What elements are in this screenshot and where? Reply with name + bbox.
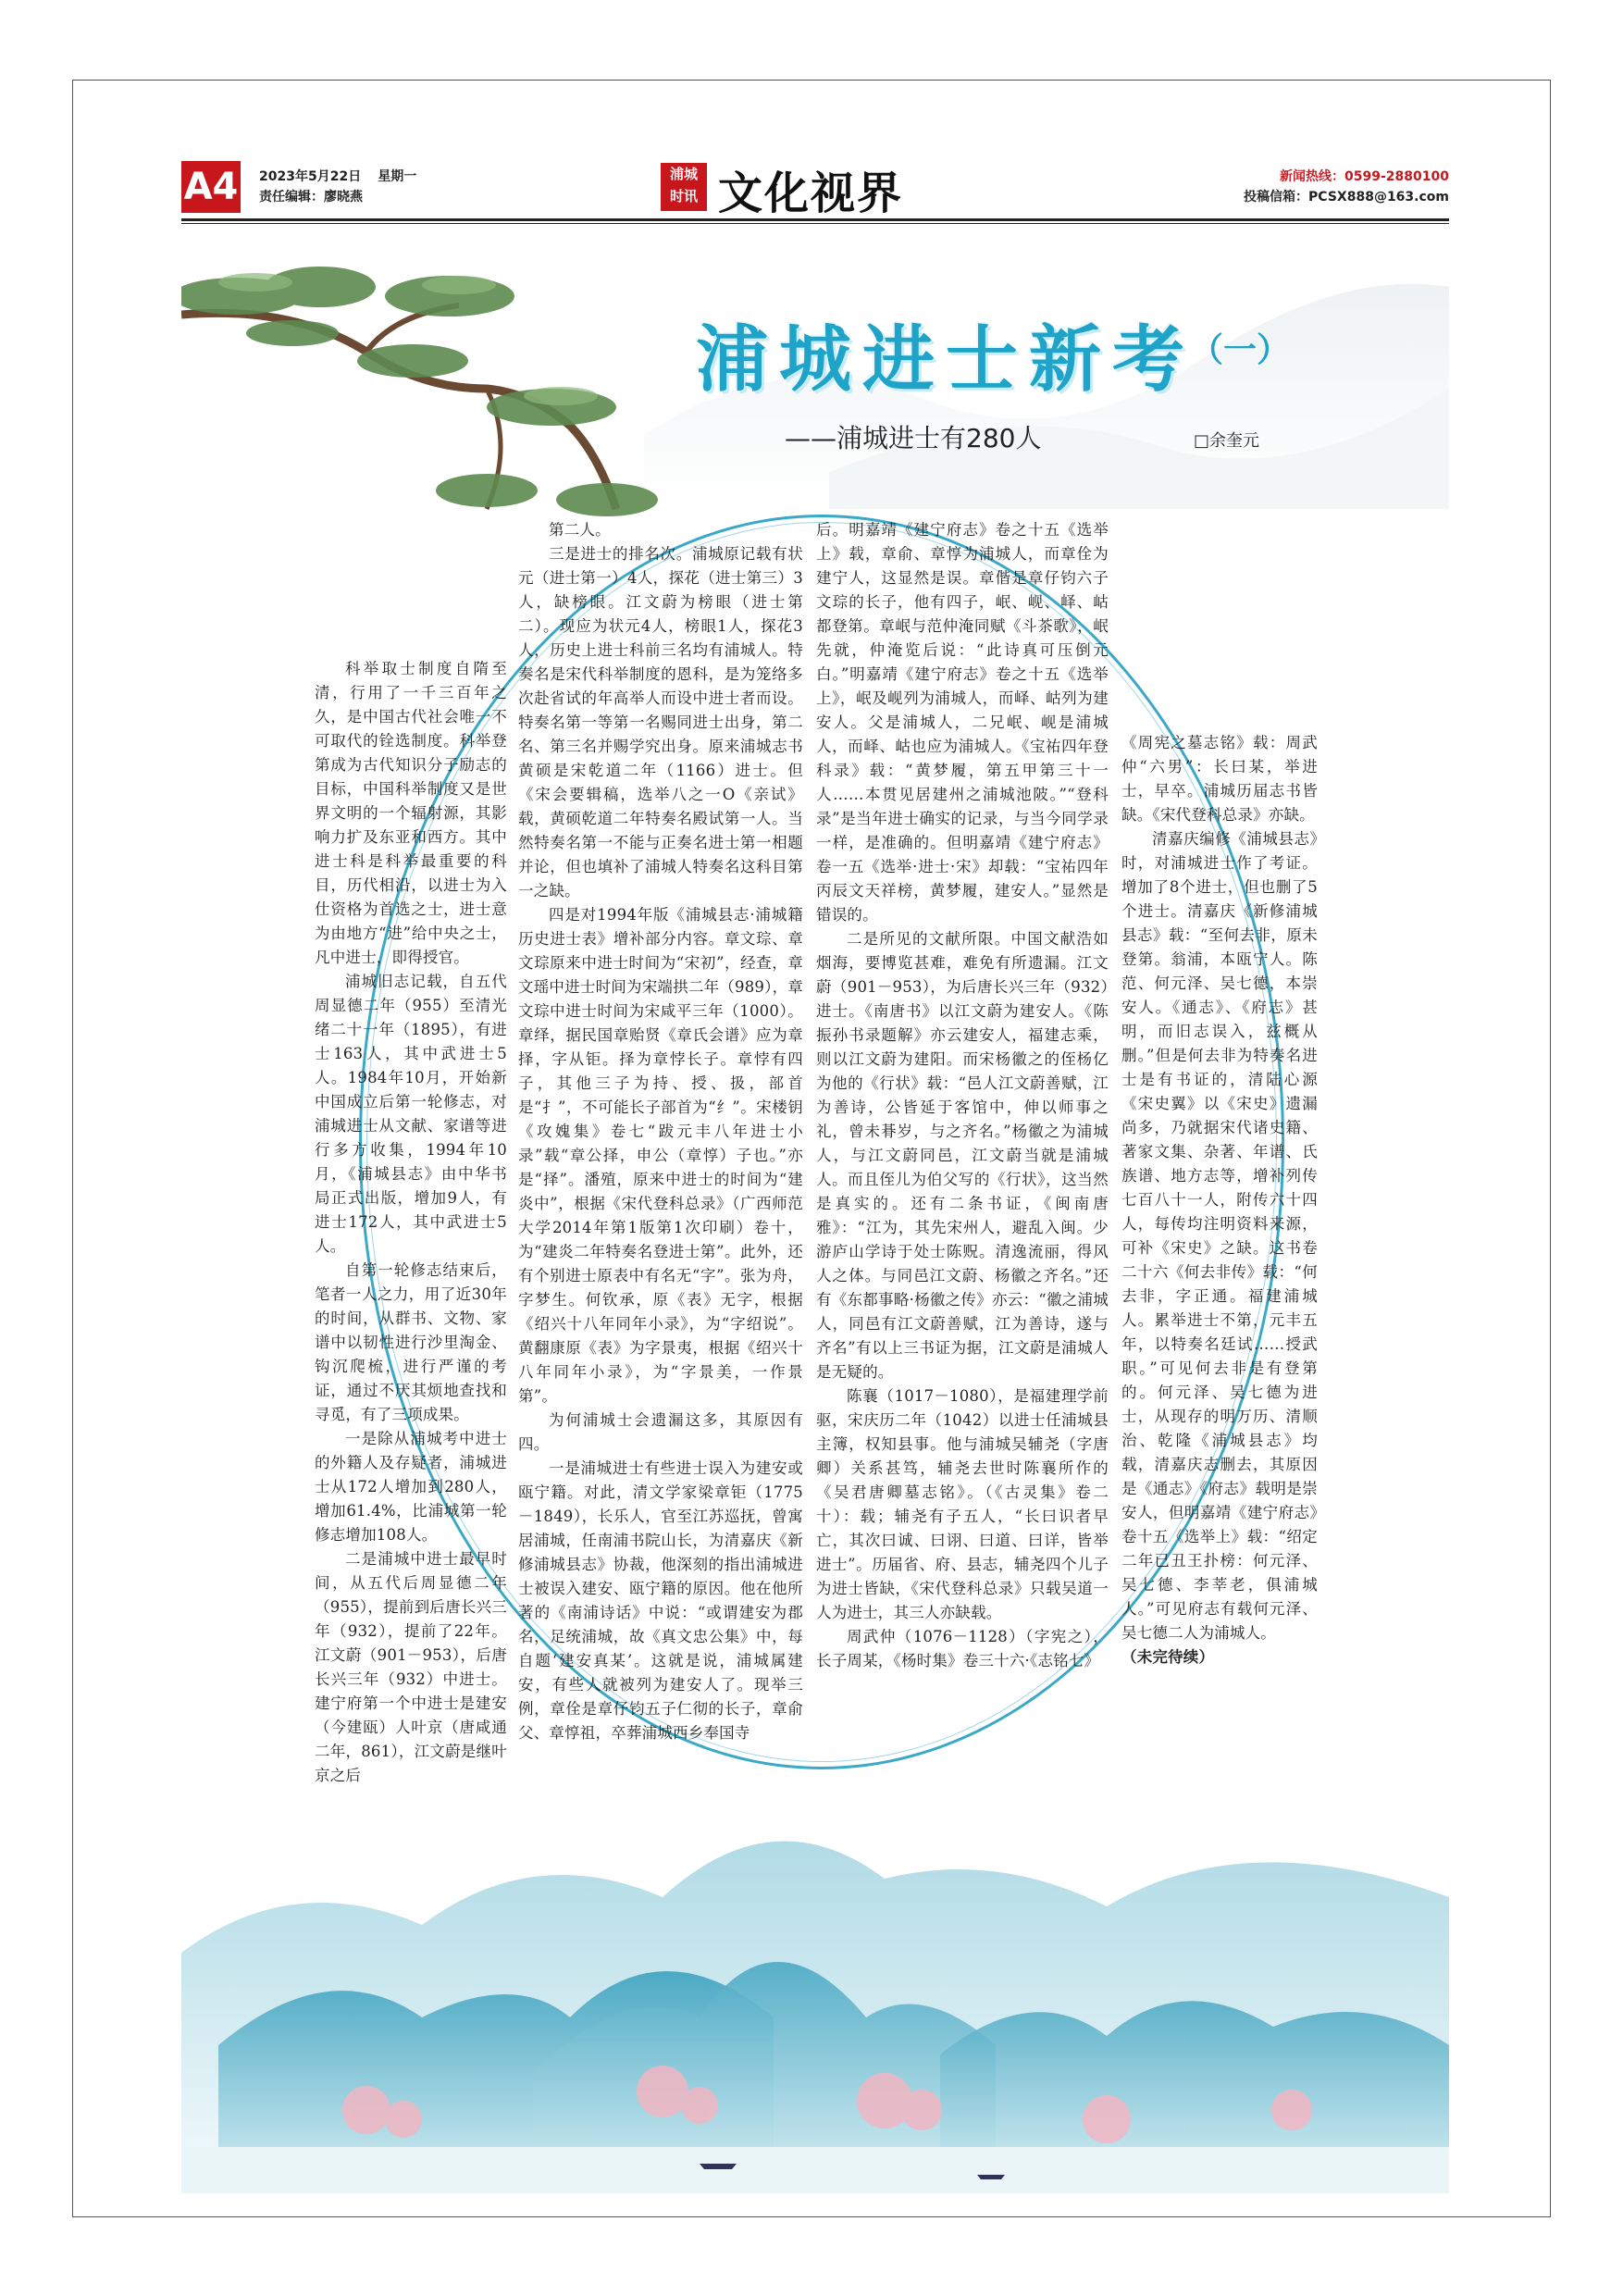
hotline-label: 新闻热线： <box>1280 169 1345 184</box>
issue-meta <box>259 167 433 207</box>
page-number: A4 <box>181 161 241 213</box>
article-author: □余奎元 <box>1194 431 1260 451</box>
paragraph: 二是浦城中进士最早时间，从五代后周显德二年（955），提前到后唐长兴三年（932），提前了22年。江文蔚（901－953），后唐长兴三年（932）中进士。建宁府第一个中进士是建安（今建瓯）人叶京（唐咸通二年，861），江文蔚是继叶京之后 <box>315 1550 507 1784</box>
paragraph: 一是除从浦城考中进士的外籍人及存疑者，浦城进士从172人增加到280人，增加61.4%，比浦城第一轮修志增加108人。 <box>315 1430 507 1544</box>
paragraph: 自第一轮修志结束后，笔者一人之力，用了近30年的时间，从群书、文物、家谱中以韧性进行沙里淘金、钩沉爬梳，进行严谨的考证，通过不厌其烦地查找和寻觅，有了三项成果。 <box>315 1261 507 1423</box>
page-header <box>181 159 1449 217</box>
article-title: 浦城进士新考 <box>696 318 1196 402</box>
hotline: 0599-2880100 <box>1344 169 1449 184</box>
paragraph: 为何浦城士会遗漏这多，其原因有四。 <box>518 1411 803 1453</box>
paragraph: 二是所见的文献所限。中国文献浩如烟海，要博览甚难，难免有所遗漏。江文蔚（901－953），为后唐长兴三年（932）进士。《南唐书》以江文蔚为建安人。《陈振孙书录题解》亦云建安人，福建志乘，则以江文蔚为建阳。而宋杨徽之的侄杨亿为他的《行状》载：“邑人江文蔚善赋，江为善诗，公皆延于客馆中，伸以师事之礼，曾未朞岁，与之齐名。”杨徽之为浦城人，与江文蔚同邑，江文蔚当就是浦城人。而且侄儿为伯父写的《行状》，这当然是真实的。还有二条书证，《闽南唐雅》：“江为，其先宋州人，避乱入闽。少游庐山学诗于处士陈贶。清逸流丽，得风人之体。与同邑江文蔚、杨徽之齐名。”还有《东都事略·杨徽之传》亦云：“徽之浦城人，同邑有江文蔚善赋，江为善诗，遂与齐名”有以上三书证为据，江文蔚是浦城人是无疑的。 <box>816 930 1109 1381</box>
logo-line-2: 时讯 <box>669 188 698 205</box>
paragraph: 三是进士的排名次。浦城原记载有状元（进士第一）4人，探花（进士第三）3人，缺榜眼。江文蔚为榜眼（进士第二）。现应为状元4人，榜眼1人，探花3人，历史上进士科前三名均有浦城人。特奏名是宋代科举制度的恩科，是为笼络多次赴省试的年高举人而设中进士者而设。特奏名第一等第一名赐同进士出身，第二名、第三名并赐学究出身。原来浦城志书黄硕是宋乾道二年（1166）进士。但《宋会要辑稿，选举八之一O《亲试》载，黄硕乾道二年特奏名殿试第一人。当然特奏名第一不能与正奏名进士第一相题并论，但也填补了浦城人特奏名这科目第一之缺。 <box>518 545 803 900</box>
article-title-number: （一） <box>1190 331 1291 369</box>
issue-date: 2023年5月22日 <box>259 169 362 184</box>
paragraph: 一是浦城进士有些进士误入为建安或瓯宁籍。对此，清文学家梁章钜（1775－1849），长乐人，官至江苏巡抚，曾寓居浦城，任南浦书院山长，为清嘉庆《新修浦城县志》协裁，他深刻的指出浦城进士被误入建安、瓯宁籍的原因。他在他所著的《南浦诗话》中说：“或谓建安为郡名，足统浦城，故《真文忠公集》中，每自题‘建安真某’。这就是说，浦城属建安，有些人就被列为建安人了。现举三例，章佺是章仔钧五子仁彻的长子，章俞父、章惇祖，卒葬浦城西乡奉国寺 <box>518 1459 803 1742</box>
article-column-3 <box>816 518 1109 1673</box>
paragraph: 四是对1994年版《浦城县志·浦城籍历史进士表》增补部分内容。章文琮、章文琮原来中进士时间为“宋初”，经查，章文瑶中进士时间为宋端拱二年（989），章文琮中进士时间为宋咸平三年（1000）。章绎，据民国章贻贤《章氏会谱》应为章择，字从钜。择为章悖长子。章悖有四子，其他三子为持、授、扱，部首是“扌”，不可能长子部首为“纟”。宋楼钥《攻媿集》卷七“跋元丰八年进士小录”载“章公择，申公（章惇）子也。”亦是“择”。潘殖，原来中进士的时间为“建炎中”，根据《宋代登科总录》（广西师范大学2014年第1版第1次印刷）卷十，为“建炎二年特奏名登进士第”。此外，还有个别进士原表中有名无“字”。张为舟，字梦生。何钦承，原《表》无字，根据《绍兴十八年同年小录》，为“字绍说”。黄翻康原《表》为字景夷，根据《绍兴十八年同年小录》，为“字景美，一作景第”。 <box>518 906 803 1405</box>
paragraph: 陈襄（1017－1080），是福建理学前驱，宋庆历二年（1042）以进士任浦城县主簿，权知县事。他与浦城吴辅尧（字唐卿）关系甚笃，辅尧去世时陈襄所作的《吴君唐卿墓志铭》。（《古灵集》卷二十）：载；辅尧有子五人，“长曰识者早亡，其次曰诚、曰诩、曰道、曰详，皆举进士”。历届省、府、县志，辅尧四个儿子为进士皆缺，《宋代登科总录》只载吴道一人为进士，其三人亦缺载。 <box>816 1387 1109 1621</box>
pine-tree-icon <box>181 231 663 565</box>
contact-info <box>1244 167 1449 207</box>
header-rule <box>181 218 1449 221</box>
article-column-4 <box>1121 731 1318 1669</box>
paragraph: 周武仲（1076－1128）（字宪之），长子周某，《杨时集》卷三十六·《志铭七》 <box>816 1628 1109 1669</box>
editor: 责任编辑：廖晓燕 <box>259 190 363 205</box>
header-rule-thin <box>181 223 1449 224</box>
article-column-2 <box>518 518 803 1745</box>
issue-weekday: 星期一 <box>378 169 417 184</box>
mountain-landscape-icon <box>181 1740 1449 2193</box>
article-subtitle: ——浦城进士有280人 <box>785 423 1042 453</box>
paragraph: 清嘉庆编修《浦城县志》时，对浦城进士作了考证。增加了8个进士，但也删了5个进士。清嘉庆《新修浦城县志》载：“至何去非，原未登第。翁浦，本瓯宁人。陈范、何元泽、吴七德，本崇安人。《通志》、《府志》甚明，而旧志误入，兹概从删。”但是何去非为特奏名进士是有书证的，清陆心源《宋史翼》以《宋史》遗漏尚多，乃就据宋代诸史籍、著家文集、杂著、年谱、氏族谱、地方志等，增补列传七百八十一人，附传六十四人，每传均注明资料来源，可补《宋史》之缺。这书卷二十六《何去非传》载：“何去非，字正通。福建浦城人。累举进士不第，元丰五年，以特奏名廷试……授武职。”可见何去非是有登第的。何元泽、吴七德为进士，从现存的明万历、清顺治、乾隆《浦城县志》均载，清嘉庆志删去，其原因是《通志》《府志》载明是崇安人，但明嘉靖《建宁府志》卷十五《选举上》载：“绍定二年已丑王扑榜：何元泽、吴七德、李莘老，俱浦城人。”可见府志有载何元泽、吴七德二人为浦城人。 <box>1121 830 1318 1642</box>
paragraph: 后。明嘉靖《建宁府志》卷之十五《选举上》载，章俞、章惇为浦城人，而章佺为建宁人，这显然是误。章偕是章仔钧六子文琮的长子，他有四子，岷、岘、峄、岵都登第。章岷与范仲淹同赋《斗茶歌》，岷先就，仲淹览后说：“此诗真可压倒元白。”明嘉靖《建宁府志》卷之十五《选举上》，岷及岘列为浦城人，而峄、岵列为建安人。父是浦城人，二兄岷、岘是浦城人，而峄、岵也应为浦城人。《宝祐四年登科录》载：“黄梦履，第五甲第三十一人……本贯见居建州之浦城池陂。”“登科录”是当年进士确实的记录，与当今同学录一样，是准确的。但明嘉靖《建宁府志》卷一五《选举·进士·宋》却载：“宝祐四年丙辰文天祥榜，黄梦履，建安人。”显然是错误的。 <box>816 521 1109 924</box>
paragraph: 第二人。 <box>549 521 611 539</box>
section-title: 文化视界 <box>718 168 904 219</box>
to-be-continued: （未完待续） <box>1121 1648 1215 1666</box>
paragraph: 《周宪之墓志铭》载：周武仲“六男”：长曰某，举进士，早卒。浦城历届志书皆缺。《宋代登科总录》亦缺。 <box>1121 734 1318 824</box>
newspaper-logo <box>661 163 707 211</box>
article-column-1 <box>315 657 507 1788</box>
email-label: 投稿信箱： <box>1244 190 1309 205</box>
email: PCSX888@163.com <box>1308 190 1449 205</box>
paragraph: 浦城旧志记载，自五代周显德二年（955）至清光绪二十一年（1895），有进士163人，其中武进士5人。1984年10月，开始新中国成立后第一轮修志，对浦城进士从文献、家谱等进行多方收集，1994年10月，《浦城县志》由中华书局正式出版，增加9人，有进士172人，其中武进士5人。 <box>315 973 507 1255</box>
paragraph: 科举取士制度自隋至清，行用了一千三百年之久，是中国古代社会唯一不可取代的铨选制度。科举登第成为古代知识分子励志的目标，中国科举制度又是世界文明的一个辐射源，其影响力扩及东亚和西方。其中进士科是科举最重要的科目，历代相沿，以进士为入仕资格为首选之士，进士意为由地方“进”给中央之士，凡中进士，即得授官。 <box>315 660 507 966</box>
logo-line-1: 浦城 <box>669 166 698 182</box>
